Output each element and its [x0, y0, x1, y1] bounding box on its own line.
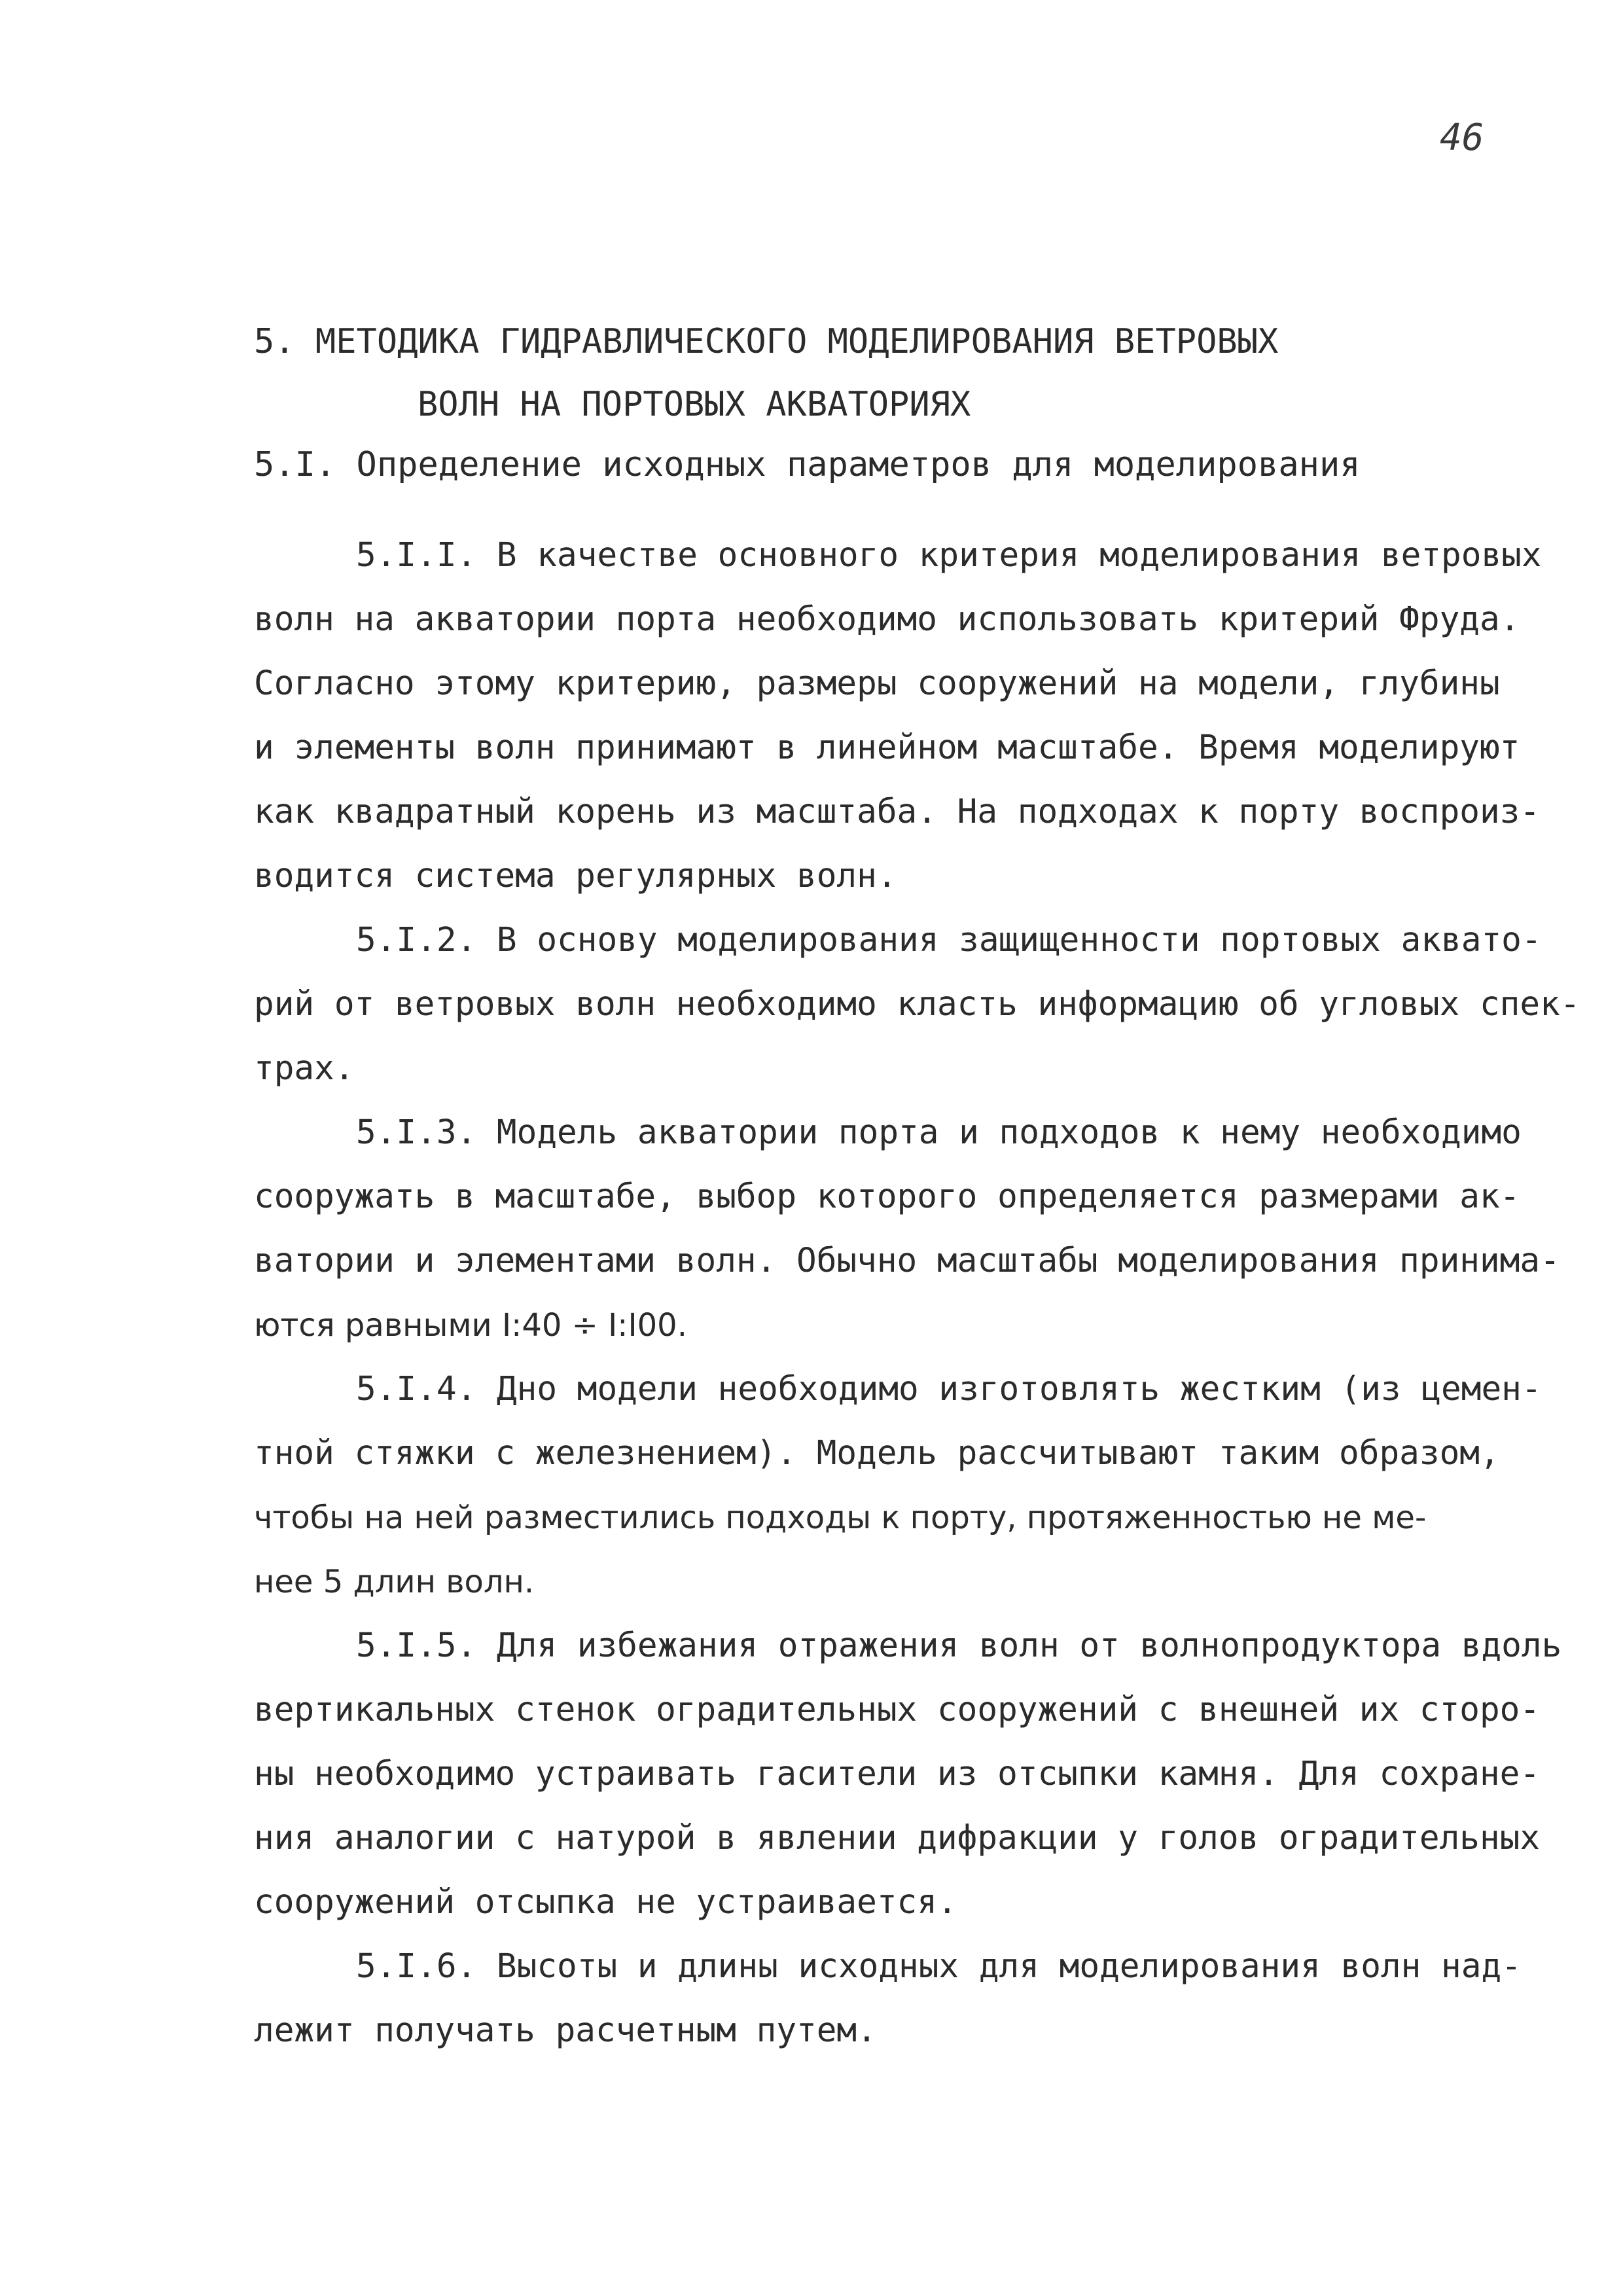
text-line: 5.I.5. Для избежания отражения волн от волнопродуктора вдоль — [356, 1626, 1562, 1665]
section-heading-line-1: 5. МЕТОДИКА ГИДРАВЛИЧЕСКОГО МОДЕЛИРОВАНИЯ ВЕТРОВЫХ — [254, 322, 1279, 361]
text-line: чтобы на ней разместились подходы к порту, протяженностью не ме- — [254, 1499, 1427, 1536]
subsection-heading: 5.I. Определение исходных параметров для моделирования — [254, 445, 1361, 484]
paragraph-5-1-6 — [152, 1935, 1522, 2063]
text-line: тной стяжки с железнением). Модель рассчитывают таким образом, — [254, 1434, 1500, 1473]
section-heading — [254, 310, 1497, 436]
text-line: ны необходимо устраивать гасители из отсыпки камня. Для сохране- — [254, 1755, 1541, 1793]
text-line: сооружать в масштабе, выбор которого определяется размерами ак- — [254, 1177, 1520, 1216]
text-line: трах. — [254, 1049, 355, 1088]
text-line: вертикальных стенок оградительных сооружений с внешней их сторо- — [254, 1691, 1541, 1729]
paragraph-5-1-3 — [152, 1101, 1560, 1357]
text-line: водится система регулярных волн. — [254, 857, 897, 895]
text-line: 5.I.I. В качестве основного критерия моделирования ветровых — [356, 536, 1542, 575]
section-heading-line-2: ВОЛН НА ПОРТОВЫХ АКВАТОРИЯХ — [418, 385, 971, 424]
paragraph-5-1-2 — [152, 908, 1580, 1101]
paragraph-5-1-4 — [152, 1357, 1542, 1614]
paragraph-5-1-1 — [152, 524, 1542, 908]
text-line: 5.I.3. Модель акватории порта и подходов к нему необходимо — [356, 1113, 1522, 1152]
text-line: как квадратный корень из масштаба. На подходах к порту воспроиз- — [254, 793, 1541, 831]
text-line: 5.I.2. В основу моделирования защищенности портовых аквато- — [356, 921, 1542, 960]
text-line: и элементы волн принимают в линейном масштабе. Время моделируют — [254, 728, 1520, 767]
text-line: нее 5 длин волн. — [254, 1564, 535, 1600]
text-line: 5.I.4. Дно модели необходимо изготовлять жестким (из цемен- — [356, 1370, 1542, 1408]
text-line: ния аналогии с натурой в явлении дифракции у голов оградительных — [254, 1819, 1541, 1857]
text-line: сооружений отсыпка не устраивается. — [254, 1883, 957, 1922]
body-text — [152, 524, 1580, 2063]
page-number: 46 — [1440, 117, 1484, 159]
text-line: волн на акватории порта необходимо использовать критерий Фруда. — [254, 600, 1520, 639]
text-line: 5.I.6. Высоты и длины исходных для моделирования волн над- — [356, 1947, 1522, 1986]
paragraph-5-1-5 — [152, 1614, 1562, 1935]
text-line: ватории и элементами волн. Обычно масштабы моделирования принима- — [254, 1242, 1560, 1280]
text-line: Согласно этому критерию, размеры сооружений на модели, глубины — [254, 664, 1500, 703]
text-line: ются равными I:40 ÷ I:I00. — [254, 1307, 687, 1344]
text-line: лежит получать расчетным путем. — [254, 2011, 877, 2050]
text-line: рий от ветровых волн необходимо класть информацию об угловых спек- — [254, 985, 1580, 1024]
